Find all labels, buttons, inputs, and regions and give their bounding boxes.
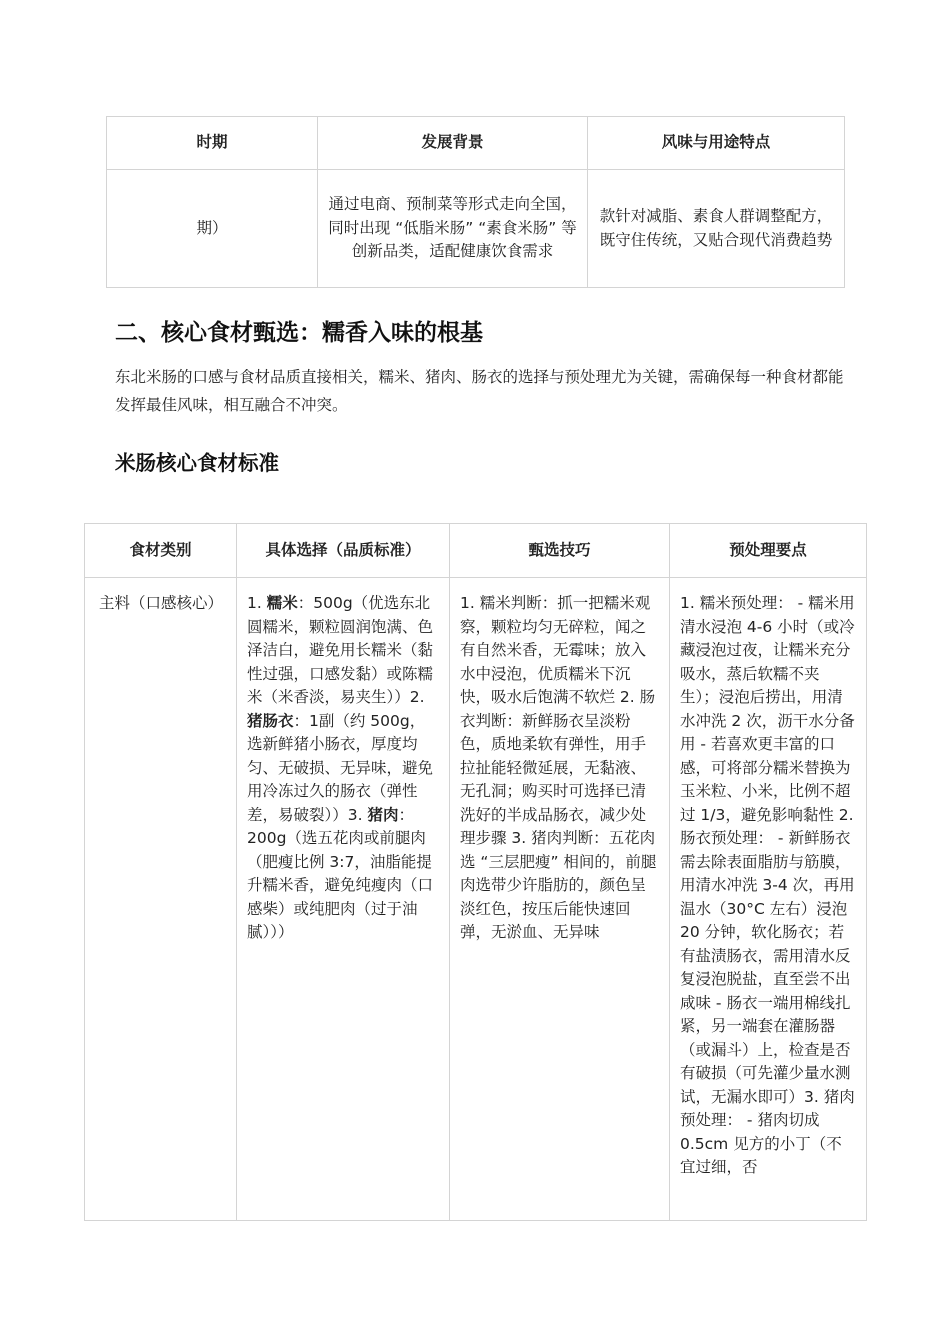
table-header-row xyxy=(107,117,845,170)
ingredient-table xyxy=(84,523,867,1221)
history-table xyxy=(106,116,845,288)
selection-casing-text: ：1副（约 500g，选新鲜猪小肠衣，厚度均匀、无破损、无异味，避免用冷冻过久的肠衣（弹性差，易破裂））3. xyxy=(247,711,434,824)
selection-bold-rice: 糯米 xyxy=(266,594,298,612)
selection-pork-text: ：200g（选五花肉或前腿肉（肥瘦比例 3:7，油脂能提升糯米香，避免纯瘦肉（口感柴）或纯肥肉（过于油腻））） xyxy=(247,805,434,941)
selection-bold-pork: 猪肉 xyxy=(367,805,399,824)
header-category: 食材类别 xyxy=(85,524,237,578)
header-prep: 预处理要点 xyxy=(670,524,867,578)
header-features: 风味与用途特点 xyxy=(588,117,845,170)
section-title: 二、核心食材甄选：糯香入味的根基 xyxy=(115,320,483,346)
cell-period: 期） xyxy=(107,170,318,288)
cell-background: 通过电商、预制菜等形式走向全国，同时出现 “低脂米肠” “素食米肠” 等创新品类，适配健康饮食需求 xyxy=(318,170,588,288)
selection-rice-text: ：500g（优选东北圆糯米，颗粒圆润饱满、色泽洁白，避免用长糯米（黏性过强，口感发黏）或陈糯米（米香淡，易夹生））2. xyxy=(247,594,434,706)
cell-selection xyxy=(237,578,450,1221)
table-row xyxy=(85,578,867,1221)
header-selection: 具体选择（品质标准） xyxy=(237,524,450,578)
section-subtitle: 米肠核心食材标准 xyxy=(115,451,279,475)
prep-text: 1. 糯米预处理： - 糯米用清水浸泡 4-6 小时（或冷藏浸泡过夜，让糯米充分吸水，蒸后软糯不夹生）；浸泡后捞出，用清水冲洗 2 次，沥干水分备用 - 若喜欢更丰富的口感，可将部分糯米替换为玉米粒、小米，比例不超过 1/3，避免影响黏性 2. 肠衣预处理： - 新鲜肠衣需去除表面脂肪与筋膜，用清水冲洗 3-4 次，再用温水（30°C 左右）浸泡 20 分钟，软化肠衣；若有盐渍肠衣，需用清水反复浸泡脱盐，直至尝不出咸味 - 肠衣一端用棉线扎紧，另一端套在灌肠器（或漏斗）上，检查是否有破损（可先灌少量水测试，无漏水即可）3. 猪肉预处理： - 猪肉切成 0.5cm 见方的小丁（不宜过细，否 xyxy=(680,594,855,1176)
header-background: 发展背景 xyxy=(318,117,588,170)
tips-text: 1. 糯米判断：抓一把糯米观察，颗粒均匀无碎粒，闻之有自然米香，无霉味；放入水中浸泡，优质糯米下沉快，吸水后饱满不软烂 2. 肠衣判断：新鲜肠衣呈淡粉色，质地柔软有弹性，用手拉扯能轻微延展，无黏液、无孔洞；购买时可选择已清洗好的半成品肠衣，减少处理步骤 3. 猪肉判断：五花肉选 “三层肥瘦” 相间的，前腿肉选带少许脂肪的，颜色呈淡红色，按压后能快速回弹，无淤血、无异味 xyxy=(460,594,657,941)
category-text: 主料（口感核心） xyxy=(98,594,223,612)
cell-tips xyxy=(450,578,670,1221)
cell-category xyxy=(85,578,237,1221)
header-period: 时期 xyxy=(107,117,318,170)
table-row xyxy=(107,170,845,288)
header-tips: 甄选技巧 xyxy=(450,524,670,578)
selection-bold-casing: 猪肠衣 xyxy=(247,711,294,730)
cell-prep xyxy=(670,578,867,1221)
cell-features: 款针对减脂、素食人群调整配方，既守住传统，又贴合现代消费趋势 xyxy=(588,170,845,288)
selection-prefix: 1. xyxy=(247,594,267,612)
selection-text xyxy=(247,592,440,1206)
section-intro: 东北米肠的口感与食材品质直接相关，糯米、猪肉、肠衣的选择与预处理尤为关键，需确保每一种食材都能发挥最佳风味，相互融合不冲突。 xyxy=(115,368,844,414)
table-header-row xyxy=(85,524,867,578)
